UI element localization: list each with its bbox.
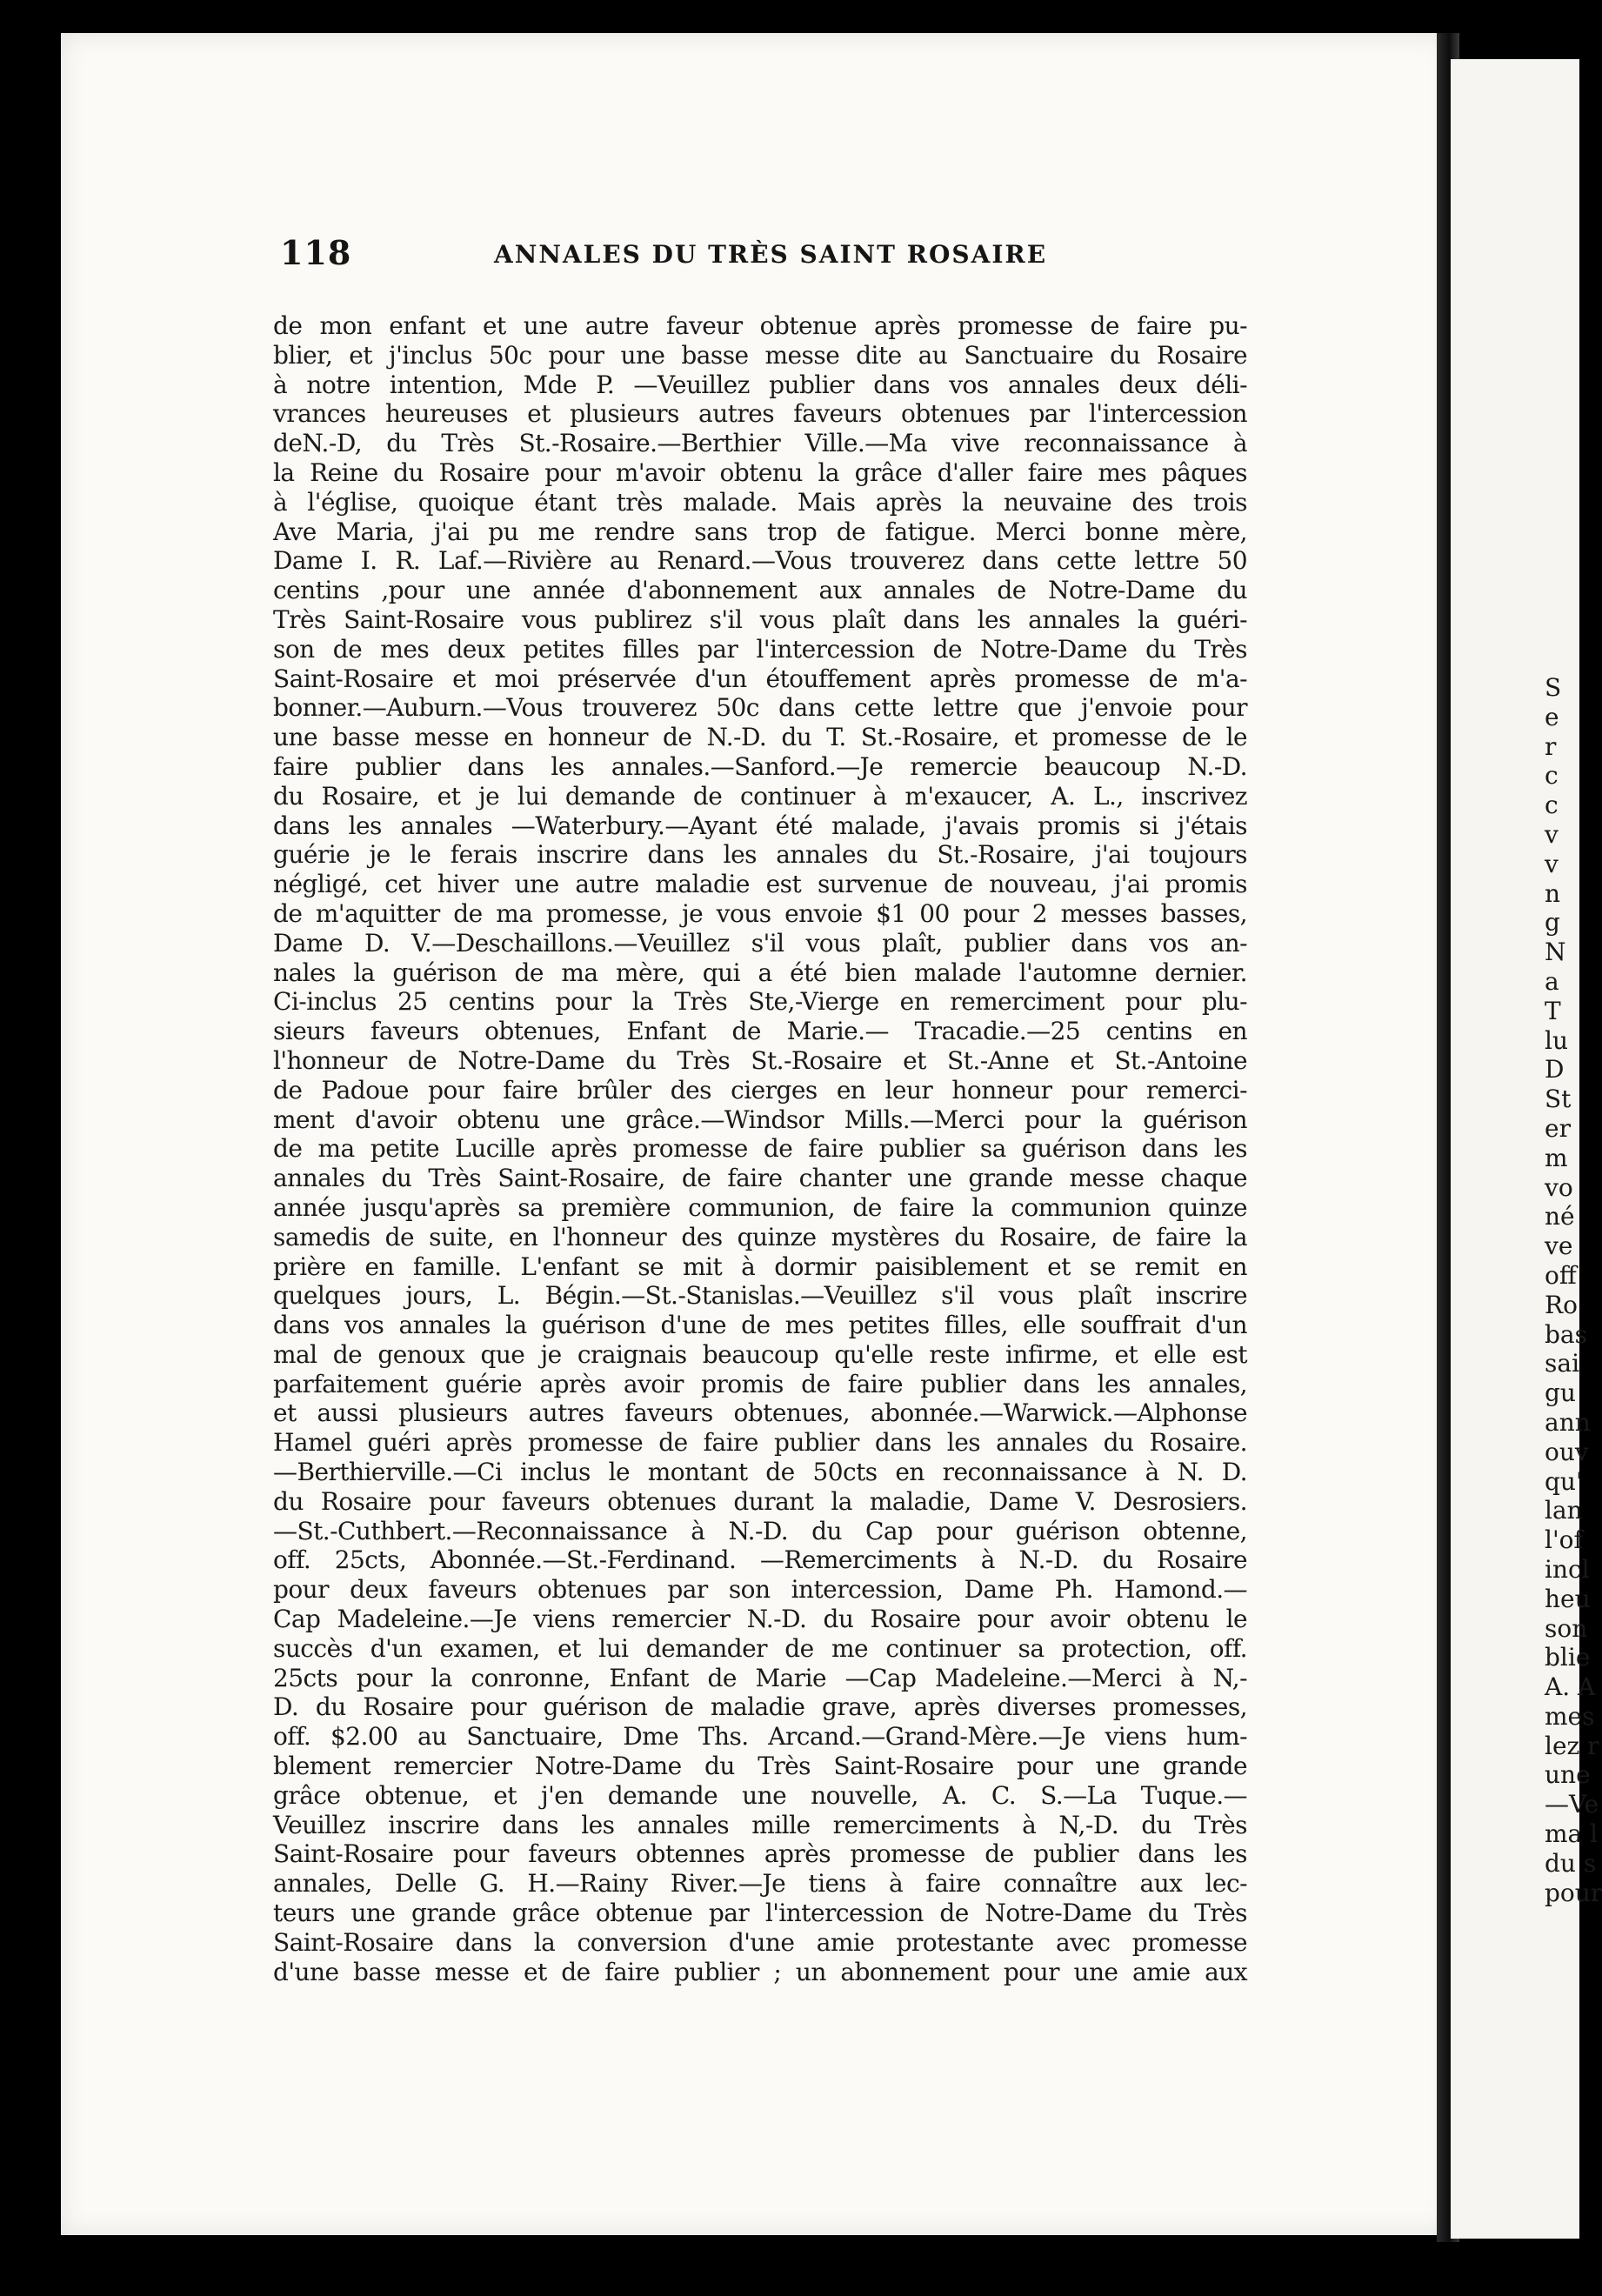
text-line: Veuillez inscrire dans les annales mille remerciments à N,-D. du Très <box>273 1810 1247 1839</box>
body-text <box>273 311 1247 1986</box>
text-line: de Padoue pour faire brûler des cierges en leur honneur pour remerci- <box>273 1075 1247 1105</box>
facing-page-fragment: —Ve <box>1545 1790 1599 1819</box>
text-line: D. du Rosaire pour guérison de maladie grave, après diverses promesses, <box>273 1692 1247 1722</box>
text-line: faire publier dans les annales.—Sanford.—Je remercie beaucoup N.-D. <box>273 751 1247 781</box>
facing-page-fragment: vo <box>1545 1172 1573 1202</box>
facing-page-fragment: ouv <box>1545 1437 1589 1466</box>
facing-page-fragment: sai <box>1545 1349 1580 1378</box>
text-line: grâce obtenue, et j'en demande une nouvelle, A. C. S.—La Tuque.— <box>273 1780 1247 1810</box>
facing-page-fragment: e <box>1545 702 1559 731</box>
text-line: Ave Maria, j'ai pu me rendre sans trop de fatigue. Merci bonne mère, <box>273 517 1247 546</box>
text-line: dans vos annales la guérison d'une de mes petites filles, elle souffrait d'un <box>273 1311 1247 1340</box>
facing-page <box>1451 59 1602 2239</box>
text-line: ment d'avoir obtenu une grâce.—Windsor Mills.—Merci pour la guérison <box>273 1105 1247 1134</box>
facing-page-fragment: mes <box>1545 1701 1595 1731</box>
facing-page-fragment: lan <box>1545 1496 1583 1525</box>
text-line: —St.-Cuthbert.—Reconnaissance à N.-D. du Cap pour guérison obtenne, <box>273 1516 1247 1545</box>
text-line: vrances heureuses et plusieurs autres faveurs obtenues par l'intercession <box>273 399 1247 429</box>
facing-page-fragment: m <box>1545 1143 1568 1172</box>
text-line: son de mes deux petites filles par l'intercession de Notre-Dame du Très <box>273 634 1247 664</box>
facing-page-fragment: son <box>1545 1613 1588 1643</box>
text-line: la Reine du Rosaire pour m'avoir obtenu la grâce d'aller faire mes pâques <box>273 457 1247 487</box>
text-line: une basse messe en honneur de N.-D. du T. St.-Rosaire, et promesse de le <box>273 723 1247 752</box>
facing-page-fragment: ve <box>1545 1231 1573 1261</box>
running-title: ANNALES DU TRÈS SAINT ROSAIRE <box>494 240 1048 269</box>
facing-page-fragment: T <box>1545 996 1561 1025</box>
text-line: prière en famille. L'enfant se mit à dormir paisiblement et se remit en <box>273 1251 1247 1281</box>
facing-page-fragment: c <box>1545 791 1559 820</box>
text-line: succès d'un examen, et lui demander de me continuer sa protection, off. <box>273 1633 1247 1663</box>
facing-page-fragment: heu <box>1545 1584 1591 1613</box>
text-line: annales, Delle G. H.—Rainy River.—Je tiens à faire connaître aux lec- <box>273 1869 1247 1899</box>
text-line: année jusqu'après sa première communion, de faire la communion quinze <box>273 1192 1247 1222</box>
text-line: l'honneur de Notre-Dame du Très St.-Rosaire et St.-Anne et St.-Antoine <box>273 1045 1247 1075</box>
text-line: annales du Très Saint-Rosaire, de faire chanter une grande messe chaque <box>273 1164 1247 1193</box>
text-line: de mon enfant et une autre faveur obtenue après promesse de faire pu- <box>273 311 1247 340</box>
facing-page-fragment: du s <box>1545 1848 1597 1878</box>
facing-page-fragment: ann <box>1545 1407 1591 1437</box>
facing-page-fragment: lu <box>1545 1025 1568 1055</box>
facing-page-fragment: une <box>1545 1760 1591 1790</box>
text-line: pour deux faveurs obtenues par son intercession, Dame Ph. Hamond.— <box>273 1575 1247 1605</box>
facing-page-edge-text <box>1451 673 1602 1907</box>
facing-page-fragment: ma l <box>1545 1819 1599 1849</box>
facing-page-fragment: r <box>1545 731 1557 761</box>
facing-page-fragment: Ro <box>1545 1290 1578 1319</box>
facing-page-fragment: v <box>1545 819 1559 849</box>
facing-page-fragment: c <box>1545 761 1559 791</box>
text-line: Dame I. R. Laf.—Rivière au Renard.—Vous trouverez dans cette lettre 50 <box>273 546 1247 576</box>
facing-page-fragment: St <box>1545 1085 1572 1114</box>
text-line: centins ,pour une année d'abonnement aux annales de Notre-Dame du <box>273 576 1247 605</box>
text-line: Cap Madeleine.—Je viens remercier N.-D. du Rosaire pour avoir obtenu le <box>273 1605 1247 1634</box>
facing-page-fragment: er <box>1545 1113 1571 1143</box>
text-line: nales la guérison de ma mère, qui a été bien malade l'automne dernier. <box>273 958 1247 987</box>
text-line: —Berthierville.—Ci inclus le montant de 50cts en reconnaissance à N. D. <box>273 1458 1247 1487</box>
text-line: sieurs faveurs obtenues, Enfant de Marie.— Tracadie.—25 centins en <box>273 1017 1247 1046</box>
page-header <box>280 233 1272 285</box>
text-line: teurs une grande grâce obtenue par l'intercession de Notre-Dame du Très <box>273 1899 1247 1928</box>
text-line: parfaitement guérie après avoir promis de faire publier dans les annales, <box>273 1369 1247 1398</box>
text-line: Ci-inclus 25 centins pour la Très Ste,-Vierge en remerciment pour plu- <box>273 987 1247 1017</box>
facing-page-fragment: bas <box>1545 1319 1587 1349</box>
text-line: de m'aquitter de ma promesse, je vous envoie $1 00 pour 2 messes basses, <box>273 898 1247 928</box>
text-line: off. $2.00 au Sanctuaire, Dme Ths. Arcand.—Grand-Mère.—Je viens hum- <box>273 1722 1247 1752</box>
facing-page-fragment: gu <box>1545 1378 1576 1408</box>
text-line: blier, et j'inclus 50c pour une basse messe dite au Sanctuaire du Rosaire <box>273 340 1247 370</box>
text-line: d'une basse messe et de faire publier ; un abonnement pour une amie aux <box>273 1957 1247 1986</box>
facing-page-fragment: S <box>1545 673 1562 702</box>
facing-page-fragment: incl <box>1545 1554 1590 1584</box>
text-line: off. 25cts, Abonnée.—St.-Ferdinand. —Remerciments à N.-D. du Rosaire <box>273 1545 1247 1575</box>
facing-page-fragment: N <box>1545 938 1566 967</box>
facing-page-fragment: a <box>1545 966 1559 996</box>
text-line: Saint-Rosaire pour faveurs obtennes après promesse de publier dans les <box>273 1839 1247 1869</box>
text-line: Saint-Rosaire et moi préservée d'un étouffement après promesse de m'a- <box>273 664 1247 693</box>
facing-page-fragment: pour <box>1545 1878 1602 1907</box>
facing-page-fragment: blie <box>1545 1643 1591 1672</box>
facing-page-fragment: D <box>1545 1055 1565 1085</box>
text-line: 25cts pour la conronne, Enfant de Marie —Cap Madeleine.—Merci à N,- <box>273 1663 1247 1692</box>
text-line: du Rosaire, et je lui demande de continuer à m'exaucer, A. L., inscrivez <box>273 781 1247 811</box>
text-line: guérie je le ferais inscrire dans les annales du St.-Rosaire, j'ai toujours <box>273 840 1247 870</box>
facing-page-fragment: qu' <box>1545 1466 1583 1496</box>
text-line: Très Saint-Rosaire vous publirez s'il vous plaît dans les annales la guéri- <box>273 604 1247 634</box>
facing-page-fragment: off <box>1545 1260 1577 1290</box>
text-line: blement remercier Notre-Dame du Très Saint-Rosaire pour une grande <box>273 1752 1247 1781</box>
text-line: Saint-Rosaire dans la conversion d'une amie protestante avec promesse <box>273 1927 1247 1957</box>
facing-page-fragment: l'of <box>1545 1525 1583 1555</box>
text-line: négligé, cet hiver une autre maladie est survenue de nouveau, j'ai promis <box>273 870 1247 899</box>
facing-page-fragment: v <box>1545 849 1559 878</box>
text-line: mal de genoux que je craignais beaucoup qu'elle reste infirme, et elle est <box>273 1339 1247 1369</box>
facing-page-fragment: né <box>1545 1202 1575 1231</box>
facing-page-fragment: A. A <box>1545 1672 1596 1702</box>
text-line: Dame D. V.—Deschaillons.—Veuillez s'il vous plaît, publier dans vos an- <box>273 928 1247 958</box>
text-line: à l'église, quoique étant très malade. Mais après la neuvaine des trois <box>273 487 1247 517</box>
text-line: dans les annales —Waterbury.—Ayant été malade, j'avais promis si j'étais <box>273 811 1247 840</box>
text-line: de ma petite Lucille après promesse de faire publier sa guérison dans les <box>273 1134 1247 1164</box>
text-line: samedis de suite, en l'honneur des quinze mystères du Rosaire, de faire la <box>273 1222 1247 1251</box>
text-line: et aussi plusieurs autres faveurs obtenues, abonnée.—Warwick.—Alphonse <box>273 1398 1247 1428</box>
facing-page-fragment: lez r <box>1545 1731 1599 1760</box>
facing-page-fragment: n <box>1545 878 1561 908</box>
text-line: quelques jours, L. Bégin.—St.-Stanislas.—Veuillez s'il vous plaît inscrire <box>273 1281 1247 1311</box>
page-number: 118 <box>280 233 352 272</box>
text-line: du Rosaire pour faveurs obtenues durant la maladie, Dame V. Desrosiers. <box>273 1486 1247 1516</box>
text-line: Hamel guéri après promesse de faire publier dans les annales du Rosaire. <box>273 1428 1247 1458</box>
text-line: à notre intention, Mde P. —Veuillez publier dans vos annales deux déli- <box>273 370 1247 399</box>
text-line: deN.-D, du Très St.-Rosaire.—Berthier Ville.—Ma vive reconnaissance à <box>273 429 1247 458</box>
text-line: bonner.—Auburn.—Vous trouverez 50c dans cette lettre que j'envoie pour <box>273 693 1247 723</box>
facing-page-fragment: g <box>1545 908 1560 938</box>
